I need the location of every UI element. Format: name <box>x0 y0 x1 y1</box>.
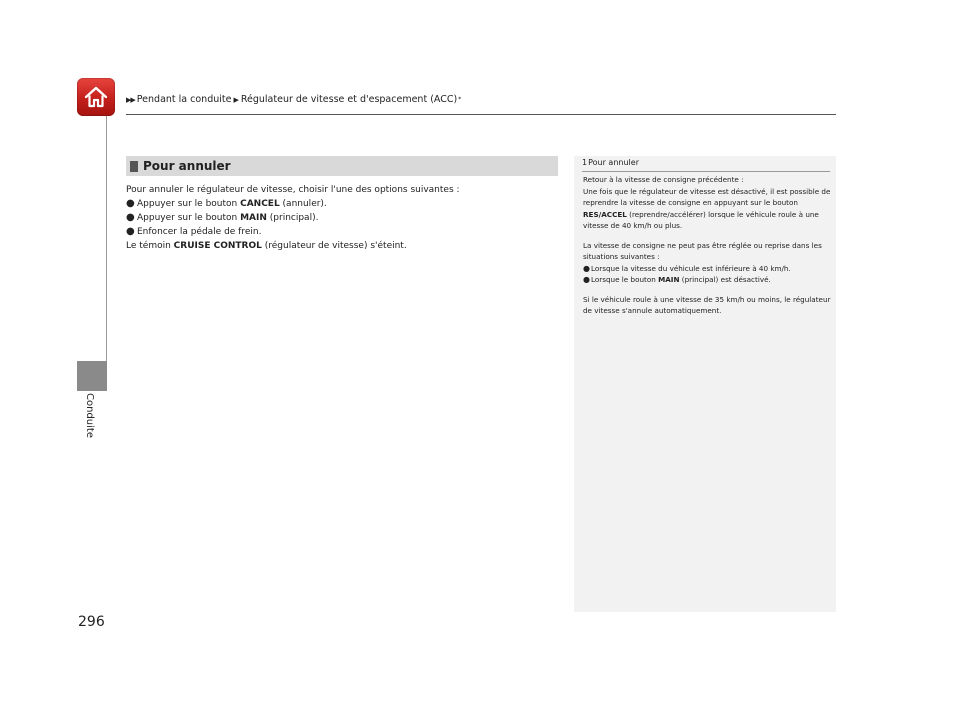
sidebar-paragraph <box>583 186 831 232</box>
bullet-icon: ● <box>583 263 590 273</box>
indicator-name: CRUISE CONTROL <box>173 241 262 251</box>
breadcrumb-arrow-icon: ▶▶ <box>126 95 135 104</box>
breadcrumb-marker: * <box>458 96 462 103</box>
list-item <box>126 225 556 239</box>
bullet-icon: ● <box>126 226 135 237</box>
list-item-text: (annuler). <box>279 199 327 209</box>
list-item-text: (principal) est désactivé. <box>679 275 771 284</box>
house-icon <box>83 85 109 109</box>
sidebar-ref-number: 1 <box>582 158 588 167</box>
list-item <box>126 197 556 211</box>
page-number: 296 <box>78 614 105 630</box>
section-heading <box>126 156 558 176</box>
list-item-text: Appuyer sur le bouton <box>137 199 241 209</box>
section-title: Pour annuler <box>143 159 231 173</box>
side-tab-marker[interactable] <box>77 361 107 391</box>
list-item-text: (principal). <box>266 213 319 223</box>
list-item-text: Lorsque le bouton <box>591 275 659 284</box>
list-item-text: Lorsque la vitesse du véhicule est inférieure à 40 km/h. <box>591 263 791 273</box>
bullet-icon: ● <box>126 198 135 209</box>
sidebar-paragraph: Si le véhicule roule à une vitesse de 35 km/h ou moins, le régulateur de vitesse s'annule automatiquement. <box>583 294 831 315</box>
list-item <box>126 211 556 225</box>
breadcrumb-item-driving[interactable]: Pendant la conduite <box>136 94 232 105</box>
sidebar-subheading: Retour à la vitesse de consigne précédente : <box>583 175 744 184</box>
sidebar-heading <box>582 158 639 167</box>
sidebar-text: Une fois que le régulateur de vitesse est désactivé, il est possible de reprendre la vitesse de consigne en appuyant sur le bouton <box>583 186 831 207</box>
section-marker-icon <box>130 161 138 172</box>
sidebar-text: (reprendre/accélérer) lorsque le véhicule roule à une vitesse de 40 km/h ou plus. <box>583 209 819 230</box>
bullet-icon: ● <box>583 275 590 284</box>
button-name: MAIN <box>658 275 680 284</box>
sidebar-divider <box>582 171 830 172</box>
sidebar-body <box>583 174 831 317</box>
side-tab-label: Conduite <box>84 393 95 438</box>
section-outro <box>126 239 556 253</box>
sidebar-notes <box>574 156 836 612</box>
section-body <box>126 183 556 253</box>
sidebar-paragraph: La vitesse de consigne ne peut pas être réglée ou reprise dans les situations suivantes : <box>583 240 822 261</box>
list-item <box>583 274 831 286</box>
button-name: CANCEL <box>240 199 280 209</box>
home-button[interactable] <box>77 78 115 116</box>
breadcrumb-item-acc[interactable]: Régulateur de vitesse et d'espacement (ACC) <box>240 94 458 105</box>
side-tab-line <box>77 116 107 361</box>
list-item <box>583 263 831 275</box>
list-item-text: Enfoncer la pédale de frein. <box>137 227 262 237</box>
button-name: RES/ACCEL <box>583 209 627 219</box>
bullet-icon: ● <box>126 212 135 223</box>
breadcrumb-arrow-icon: ▶ <box>233 95 239 104</box>
sidebar-title: Pour annuler <box>588 158 639 167</box>
header-divider <box>126 114 836 115</box>
breadcrumb <box>126 94 461 105</box>
button-name: MAIN <box>240 213 267 223</box>
outro-text: Le témoin <box>126 241 174 251</box>
outro-text: (régulateur de vitesse) s'éteint. <box>261 241 407 251</box>
list-item-text: Appuyer sur le bouton <box>137 213 241 223</box>
section-intro: Pour annuler le régulateur de vitesse, choisir l'une des options suivantes : <box>126 185 460 195</box>
